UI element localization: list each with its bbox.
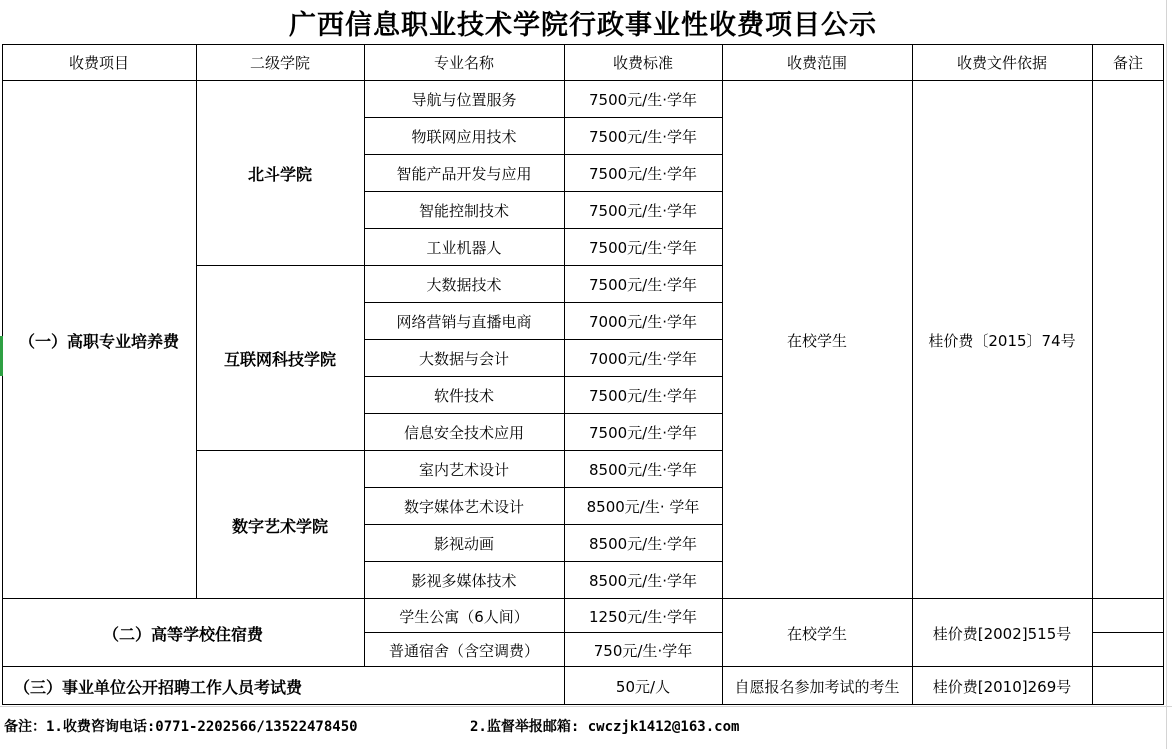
table-border	[364, 561, 722, 562]
dorm-fee: 1250元/生·学年	[589, 607, 697, 626]
grid-line-right	[1166, 0, 1167, 749]
college-digital-art: 数字艺术学院	[231, 516, 328, 536]
major-name: 网络营销与直播电商	[396, 313, 532, 331]
major-fee: 7500元/生·学年	[589, 239, 697, 257]
table-border	[364, 450, 722, 451]
major-fee: 7000元/生·学年	[589, 350, 697, 368]
major-name: 智能产品开发与应用	[396, 165, 532, 183]
header-remark: 备注	[1112, 54, 1143, 72]
section3-basis: 桂价费[2010]269号	[932, 677, 1072, 696]
section3-scope: 自愿报名参加考试的考生	[734, 677, 900, 696]
major-name: 导航与位置服务	[411, 91, 517, 109]
section3-fee: 50元/人	[615, 677, 671, 696]
table-border	[364, 154, 722, 155]
table-border	[912, 44, 913, 705]
major-fee: 7500元/生·学年	[589, 165, 697, 183]
major-name: 智能控制技术	[418, 202, 509, 220]
section2-basis: 桂价费[2002]515号	[932, 624, 1072, 643]
dorm-fee: 750元/生·学年	[593, 641, 693, 660]
header-scope: 收费范围	[786, 54, 847, 72]
table-border	[2, 44, 1164, 45]
section1-item: （一）高职专业培养费	[18, 331, 179, 351]
table-border	[364, 487, 722, 488]
major-fee: 8500元/生·学年	[589, 535, 697, 553]
section2-scope: 在校学生	[786, 624, 847, 643]
section1-scope: 在校学生	[786, 331, 847, 350]
table-border	[364, 376, 722, 377]
table-border	[364, 191, 722, 192]
header-college: 二级学院	[249, 54, 310, 72]
table-border	[364, 117, 722, 118]
major-fee: 7500元/生·学年	[589, 91, 697, 109]
table-border	[196, 44, 197, 599]
section1-basis: 桂价费〔2015〕74号	[928, 331, 1076, 350]
table-border	[364, 228, 722, 229]
major-fee: 7500元/生·学年	[589, 387, 697, 405]
major-name: 信息安全技术应用	[403, 424, 524, 442]
table-border	[722, 44, 723, 705]
major-name: 室内艺术设计	[418, 461, 509, 479]
major-fee: 8500元/生· 学年	[586, 498, 700, 516]
header-fee-item: 收费项目	[68, 54, 129, 72]
grid-line-bottom	[0, 706, 1172, 707]
major-fee: 7500元/生·学年	[589, 128, 697, 146]
table-border	[364, 302, 722, 303]
college-internet-tech: 互联网科技学院	[223, 350, 336, 369]
header-major: 专业名称	[433, 54, 494, 72]
table-border	[364, 44, 365, 667]
table-border	[1092, 632, 1164, 633]
major-name: 影视多媒体技术	[411, 572, 517, 590]
table-border	[364, 413, 722, 414]
major-name: 数字媒体艺术设计	[403, 498, 524, 516]
table-border	[2, 704, 1164, 705]
header-fee-standard: 收费标准	[612, 54, 673, 72]
table-border	[1163, 44, 1164, 705]
major-fee: 7000元/生·学年	[589, 313, 697, 331]
header-basis: 收费文件依据	[956, 54, 1047, 72]
table-border	[364, 339, 722, 340]
table-border	[2, 598, 1164, 599]
college-beidou: 北斗学院	[247, 165, 312, 184]
table-border	[2, 80, 1164, 81]
major-name: 软件技术	[433, 387, 494, 405]
major-fee: 7500元/生·学年	[589, 276, 697, 294]
major-fee: 7500元/生·学年	[589, 424, 697, 442]
section2-item: （二）高等学校住宿费	[102, 624, 263, 644]
major-name: 大数据技术	[426, 276, 502, 294]
footer-phone-note: 备注：1.收费咨询电话:0771-2202566/13522478450	[4, 719, 358, 735]
row-selection-marker	[0, 336, 3, 376]
table-border	[364, 265, 722, 266]
major-fee: 7500元/生·学年	[589, 202, 697, 220]
dorm-name: 学生公寓（6人间）	[399, 607, 529, 626]
major-fee: 8500元/生·学年	[589, 461, 697, 479]
major-fee: 8500元/生·学年	[589, 572, 697, 590]
page-title: 广西信息职业技术学院行政事业性收费项目公示	[289, 9, 877, 41]
section3-item: （三）事业单位公开招聘工作人员考试费	[14, 677, 303, 697]
table-border	[364, 524, 722, 525]
major-name: 工业机器人	[426, 239, 502, 257]
table-border	[196, 265, 364, 266]
table-border	[2, 666, 1164, 667]
table-border	[1092, 44, 1093, 705]
major-name: 物联网应用技术	[411, 128, 517, 146]
table-border	[196, 450, 364, 451]
major-name: 大数据与会计	[418, 350, 509, 368]
dorm-name: 普通宿舍（含空调费）	[388, 641, 539, 660]
footer-email-note: 2.监督举报邮箱: cwczjk1412@163.com	[470, 719, 740, 735]
table-border	[564, 44, 565, 705]
table-border	[364, 632, 722, 633]
major-name: 影视动画	[433, 535, 494, 553]
